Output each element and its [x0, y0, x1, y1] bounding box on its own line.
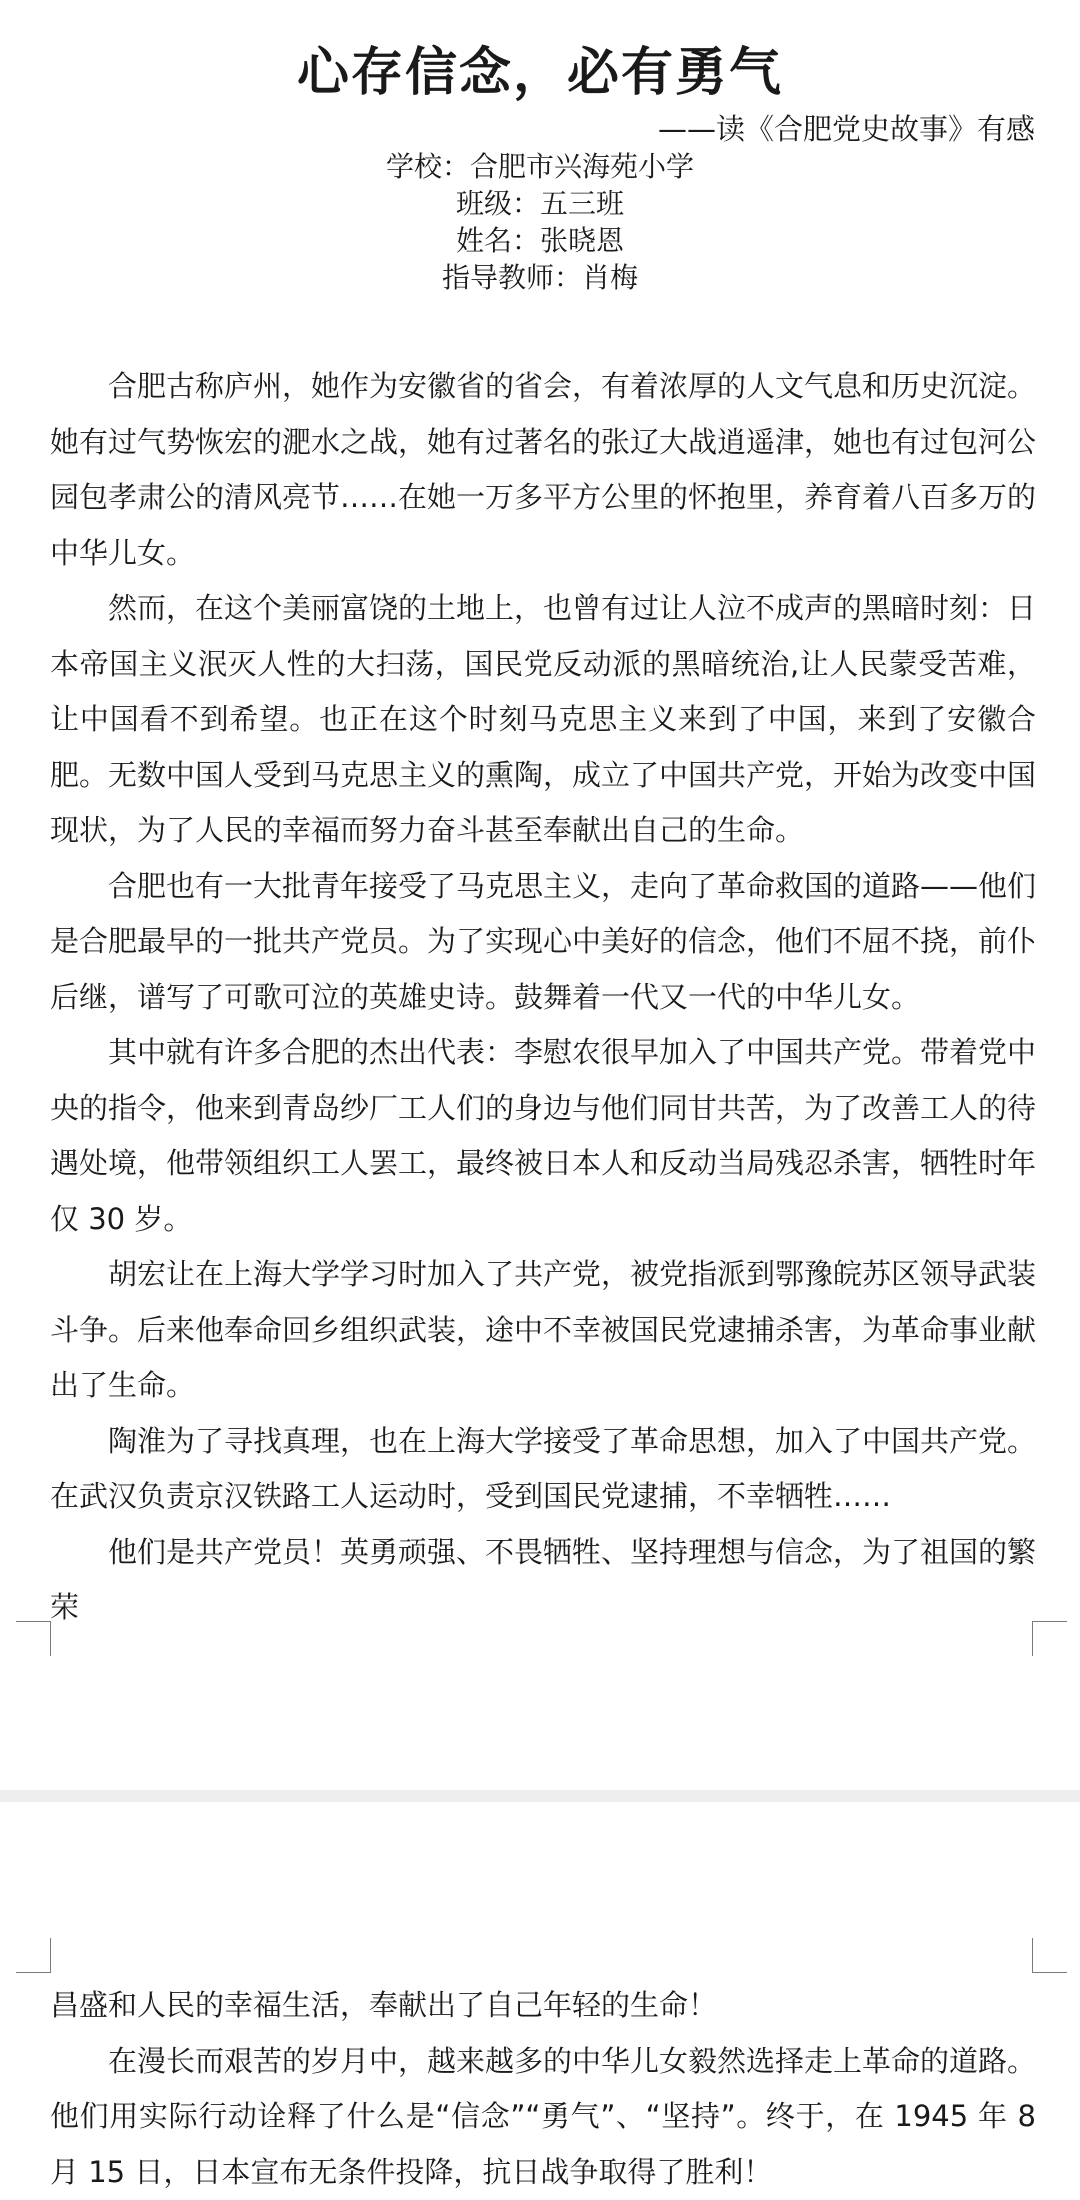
paragraph: 胡宏让在上海大学学习时加入了共产党，被党指派到鄂豫皖苏区领导武装斗争。后来他奉命回乡组织武装，途中不幸被国民党逮捕杀害，为革命事业献出了生命。	[50, 1257, 1037, 1402]
document-body-continued	[50, 1978, 1036, 2200]
document-subtitle: ——读《合肥党史故事》有感	[657, 112, 1035, 146]
meta-school-label: 学校：	[385, 150, 470, 183]
paragraph: 合肥也有一大批青年接受了马克思主义，走向了革命救国的道路——他们是合肥最早的一批共产党员。为了实现心中美好的信念，他们不屈不挠，前仆后继，谱写了可歌可泣的英雄史诗。鼓舞着一代又一代的中华儿女。	[50, 868, 1037, 1014]
meta-school-value: 合肥市兴海苑小学	[470, 150, 695, 183]
meta-teacher	[0, 259, 1080, 297]
paragraph: 合肥古称庐州，她作为安徽省的省会，有着浓厚的人文气息和历史沉淀。她有过气势恢宏的淝水之战，她有过著名的张辽大战逍遥津，她也有过包河公园包孝肃公的清风亮节……在她一万多平方公里的怀抱里，养育着八百多万的中华儿女。	[50, 369, 1037, 570]
paragraph-continuation: 昌盛和人民的幸福生活，奉献出了自己年轻的生命！	[50, 1988, 718, 2022]
meta-school	[0, 148, 1080, 186]
meta-class-value: 五三班	[540, 187, 625, 220]
document-body	[50, 359, 1036, 1636]
meta-teacher-value: 肖梅	[582, 261, 639, 294]
meta-class	[0, 185, 1080, 223]
meta-name-value: 张晓恩	[540, 224, 625, 257]
page-separator	[0, 1790, 1080, 1802]
meta-teacher-label: 指导教师：	[441, 261, 582, 294]
meta-name-label: 姓名：	[455, 224, 540, 257]
paragraph: 在漫长而艰苦的岁月中，越来越多的中华儿女毅然选择走上革命的道路。他们用实际行动诠释了什么是“信念”“勇气”、“坚持”。终于，在 1945 年 8 月 15 日，日本宣布无条件投降，抗日战争取得了胜利！	[50, 2043, 1037, 2189]
page-margin-corner-mark	[1032, 1938, 1067, 1973]
meta-class-label: 班级：	[455, 187, 540, 220]
paragraph: 然而，在这个美丽富饶的土地上，也曾有过让人泣不成声的黑暗时刻：日本帝国主义泯灭人性的大扫荡，国民党反动派的黑暗统治,让人民蒙受苦难，让中国看不到希望。也正在这个时刻马克思主义来到了中国，来到了安徽合肥。无数中国人受到马克思主义的熏陶，成立了中国共产党，开始为改变中国现状，为了人民的幸福而努力奋斗甚至奉献出自己的生命。	[50, 591, 1037, 847]
paragraph: 陶淮为了寻找真理，也在上海大学接受了革命思想，加入了中国共产党。在武汉负责京汉铁路工人运动时，受到国民党逮捕，不幸牺牲……	[50, 1423, 1037, 1513]
document-title: 心存信念，必有勇气	[296, 43, 783, 103]
page-margin-corner-mark	[16, 1938, 51, 1973]
meta-name	[0, 222, 1080, 260]
page-margin-corner-mark	[16, 1621, 51, 1656]
paragraph: 他们是共产党员！英勇顽强、不畏牺牲、坚持理想与信念，为了祖国的繁荣	[50, 1534, 1037, 1624]
page-margin-corner-mark	[1032, 1621, 1067, 1656]
paragraph: 其中就有许多合肥的杰出代表：李慰农很早加入了中国共产党。带着党中央的指令，他来到青岛纱厂工人们的身边与他们同甘共苦，为了改善工人的待遇处境，他带领组织工人罢工，最终被日本人和反动当局残忍杀害，牺牲时年仅 30 岁。	[50, 1035, 1037, 1236]
